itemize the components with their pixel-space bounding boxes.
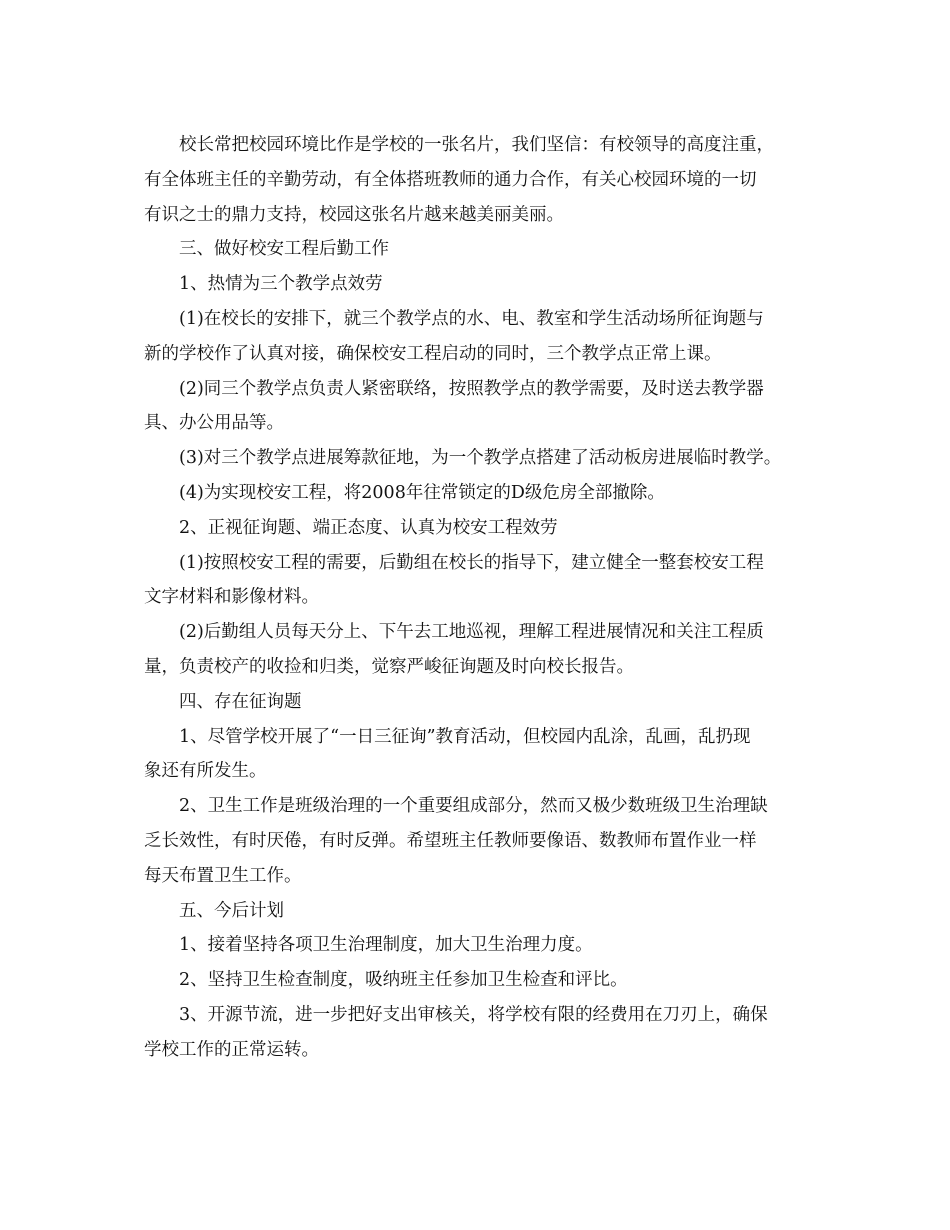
text-line: (3)对三个教学点进展筹款征地，为一个教学点搭建了活动板房进展临时教学。 [179,448,782,469]
paragraph [144,894,814,929]
text-line: 2、正视征询题、端正态度、认真为校安工程效劳 [179,517,558,538]
paragraph [144,232,814,267]
text-line: 有全体班主任的辛勤劳动，有全体搭班教师的通力合作，有关心校园环境的一切 [144,169,757,190]
text-line: (1)在校长的安排下，就三个教学点的水、电、教室和学生活动场所征询题与 [179,308,764,329]
paragraph [144,511,814,546]
paragraph [144,302,814,372]
text-line: 3、开源节流，进一步把好支出审核关，将学校有限的经费用在刀刃上，确保 [179,1004,768,1025]
text-line: (4)为实现校安工程，将2008年往常锁定的D级危房全部撤除。 [179,482,665,503]
text-line: 2、卫生工作是班级治理的一个重要组成部分，然而又极少数班级卫生治理缺 [179,796,768,817]
paragraph [144,789,814,893]
paragraph [144,267,814,302]
text-line: (1)按照校安工程的需要，后勤组在校长的指导下，建立健全一整套校安工程 [179,552,764,573]
paragraph [144,372,814,442]
text-line: (2)同三个教学点负责人紧密联络，按照教学点的教学需要，及时送去教学器 [179,378,764,399]
text-line: (2)后勤组人员每天分上、下午去工地巡视，理解工程进展情况和关注工程质 [179,622,764,643]
paragraph [144,441,814,476]
paragraph [144,720,814,790]
paragraph [144,963,814,998]
text-line: 学校工作的正常运转。 [144,1039,319,1060]
paragraph [144,128,814,232]
text-line: 三、做好校安工程后勤工作 [179,239,389,260]
text-line: 五、今后计划 [179,900,284,921]
text-line: 1、接着坚持各项卫生治理制度，加大卫生治理力度。 [179,935,593,956]
paragraph [144,685,814,720]
text-line: 校长常把校园环境比作是学校的一张名片，我们坚信：有校领导的高度注重， [179,135,774,155]
text-line: 具、办公用品等。 [144,413,284,434]
text-line: 1、热情为三个教学点效劳 [179,274,383,295]
paragraph [144,928,814,963]
text-line: 量，负责校产的收捡和归类，觉察严峻征询题及时向校长报告。 [144,656,634,677]
text-line: 文字材料和影像材料。 [144,587,319,608]
paragraph [144,476,814,511]
text-line: 每天布置卫生工作。 [144,865,302,886]
text-line: 有识之士的鼎力支持，校园这张名片越来越美丽美丽。 [144,204,564,225]
paragraph [144,998,814,1068]
paragraph [144,615,814,685]
text-line: 四、存在征询题 [179,691,302,712]
text-line: 新的学校作了认真对接，确保校安工程启动的同时，三个教学点正常上课。 [144,343,722,364]
text-line: 乏长效性，有时厌倦，有时反弹。希望班主任教师要像语、数教师布置作业一样 [144,830,757,851]
text-line: 2、坚持卫生检查制度，吸纳班主任参加卫生检查和评比。 [179,970,628,991]
text-line: 象还有所发生。 [144,761,267,782]
document-body [144,128,814,1068]
paragraph [144,546,814,616]
text-line: 1、尽管学校开展了“一日三征询”教育活动，但校园内乱涂，乱画，乱扔现 [179,726,751,747]
